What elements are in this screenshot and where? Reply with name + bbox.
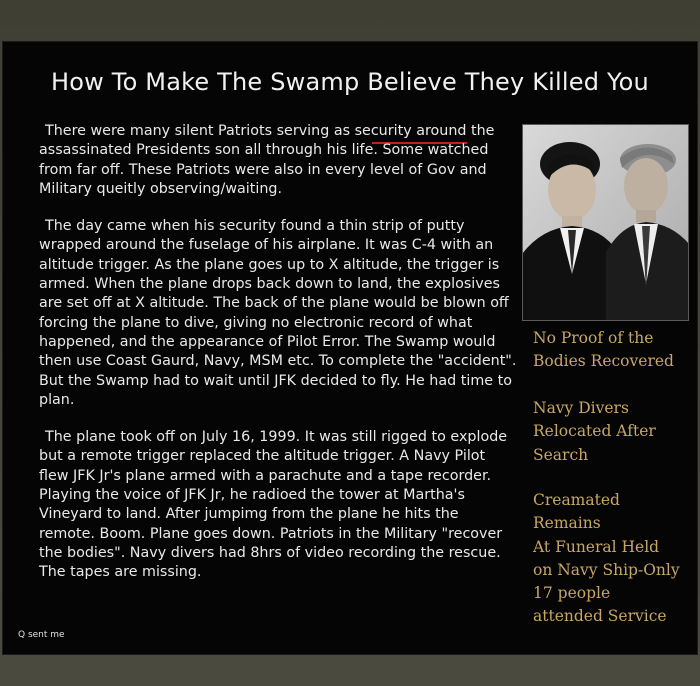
side-note-line: Remains	[533, 514, 601, 533]
photo	[522, 124, 689, 321]
side-note-line: Navy Divers	[533, 399, 629, 417]
side-note-1	[533, 327, 674, 374]
paragraph-2: The day came when his security found a thin strip of putty wrapped around the fuselage of his airplane. It was C-4 with an altitude trigger. As the plane goes up to X altitude, the trigger is armed. When the plane drops back down to land, the explosives are set off at X altitude. The back of the plane would be blown off forcing the plane to dive, giving no electronic record of what happened, and the appearance of Pilot Error. The Swamp would then use Coast Gaurd, Navy, MSM etc. To complete the "accident". But the Swamp had to wait until JFK decided to fly. He had time to plan.	[39, 218, 517, 408]
side-note-line: attended Service	[533, 607, 667, 626]
side-note-line: 17 people	[533, 584, 611, 603]
side-note-2	[533, 397, 656, 467]
side-note-line: Creamated	[533, 491, 620, 509]
page-title: How To Make The Swamp Believe They Killed You	[51, 68, 649, 96]
paragraph-3: The plane took off on July 16, 1999. It was still rigged to explode but a remote trigger replaced the altitude trigger. A Navy Pilot flew JFK Jr's plane armed with a parachute and a tape recorder. Playing the voice of JFK Jr, he radioed the tower at Martha's Vineyard to land. After jumpimg from the plane he hits the remote. Boom. Plane goes down. Patriots in the Military "recover the bodies". Navy divers had 8hrs of video recording the rescue. The tapes are missing.	[39, 429, 508, 581]
side-note-3	[533, 489, 680, 629]
side-note-line: No Proof of the	[533, 329, 654, 347]
side-note-line: At Funeral Held	[533, 537, 660, 556]
paragraph-1: There were many silent Patriots serving as security around the assassinated Presidents son all through his life. Some watched from far off. These Patriots were also in every level of Gov and Military queitly observing/waiting.	[39, 123, 495, 197]
side-note-line: Search	[533, 445, 589, 464]
meme-panel	[2, 41, 698, 655]
side-note-line: Bodies Recovered	[533, 352, 674, 371]
body-text	[39, 122, 519, 583]
photo-image	[522, 124, 689, 321]
side-note-line: Relocated After	[533, 422, 656, 441]
signature: Q sent me	[18, 630, 65, 640]
side-note-line: on Navy Ship-Only	[533, 560, 680, 579]
